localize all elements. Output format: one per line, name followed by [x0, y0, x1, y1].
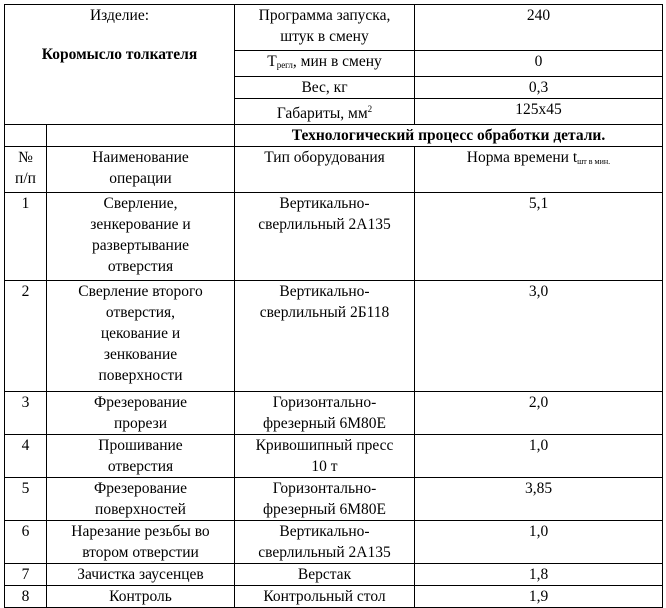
- equipment-type-line: Контрольный стол: [263, 588, 386, 605]
- equipment-type-line: Вертикально-: [279, 195, 370, 212]
- header-norm: [415, 147, 663, 193]
- product-cell: [5, 5, 235, 125]
- equipment-type-line: 10 т: [311, 458, 338, 475]
- operation-name-line: отверстия: [107, 458, 174, 475]
- operation-name-line: Контроль: [109, 588, 172, 605]
- param-value: 0,3: [415, 77, 663, 99]
- operation-name: [47, 478, 235, 521]
- operation-name-line: прорези: [113, 415, 168, 432]
- operation-name-line: зенкерование и: [90, 216, 191, 233]
- equipment-type: [235, 521, 415, 564]
- param-label: [235, 5, 415, 51]
- time-norm: 2,0: [415, 392, 663, 435]
- table-row: [5, 281, 663, 392]
- equipment-type-line: сверлильный 2А135: [258, 544, 391, 561]
- operations-body: [5, 193, 663, 608]
- time-norm: 1,9: [415, 586, 663, 608]
- equipment-type-line: Горизонтально-: [272, 480, 377, 497]
- time-norm: 1,8: [415, 564, 663, 586]
- equipment-type-line: сверлильный 2Б118: [259, 304, 390, 321]
- equipment-type-line: Горизонтально-: [272, 394, 377, 411]
- equipment-type-line: Кривошипный пресс: [255, 437, 394, 454]
- header-norm-subscript: шт в мин.: [577, 157, 611, 166]
- equipment-type: [235, 392, 415, 435]
- operation-name-line: зенкование: [103, 346, 178, 363]
- row-number: 5: [5, 478, 47, 521]
- equipment-type-line: Вертикально-: [279, 283, 370, 300]
- operation-name-line: развертывание: [91, 237, 190, 254]
- time-norm: 3,0: [415, 281, 663, 392]
- equipment-type: [235, 435, 415, 478]
- equipment-type-line: Верстак: [297, 566, 352, 583]
- param-label: [235, 99, 415, 125]
- row-number: 8: [5, 586, 47, 608]
- header-row: [5, 147, 663, 193]
- blank-cell: [5, 125, 47, 147]
- time-norm: 1,0: [415, 435, 663, 478]
- param-value: 0: [415, 51, 663, 77]
- row-number: 7: [5, 564, 47, 586]
- param-label-superscript: 2: [367, 104, 373, 114]
- row-number: 4: [5, 435, 47, 478]
- operation-name-line: Фрезерование: [93, 394, 188, 411]
- equipment-type: [235, 564, 415, 586]
- param-label-line: Программа запуска,: [258, 7, 391, 24]
- operation-name-line: цекование и: [100, 325, 181, 342]
- param-label: Вес, кг: [235, 77, 415, 99]
- equipment-type-line: Вертикально-: [279, 523, 370, 540]
- table-row: [5, 435, 663, 478]
- param-label-line: штук в смену: [280, 28, 369, 45]
- product-name: Коромысло толкателя: [41, 46, 198, 63]
- table-row: [5, 478, 663, 521]
- param-label-rest: , мин в смену: [292, 53, 382, 70]
- table-row: [5, 392, 663, 435]
- param-label-main: Габариты, мм: [276, 105, 368, 122]
- operation-name-line: поверхности: [98, 367, 183, 384]
- row-number: 1: [5, 193, 47, 281]
- operation-name-line: Фрезерование: [93, 480, 188, 497]
- process-table: [4, 4, 663, 608]
- equipment-type: [235, 586, 415, 608]
- header-operation-line: Наименование: [92, 149, 189, 166]
- operation-name-line: Сверление второго: [78, 283, 203, 300]
- time-norm: 1,0: [415, 521, 663, 564]
- operation-name-line: отверстия,: [105, 304, 176, 321]
- operation-name-line: Нарезание резьбы во: [71, 523, 210, 540]
- equipment-type-line: фрезерный 6М80Е: [263, 501, 386, 518]
- header-operation-line: операции: [109, 170, 172, 187]
- equipment-type: [235, 281, 415, 392]
- param-value: 240: [415, 5, 663, 51]
- time-norm: 5,1: [415, 193, 663, 281]
- table-row: [5, 586, 663, 608]
- param-label-main: Т: [267, 53, 277, 70]
- table-row: [5, 564, 663, 586]
- section-row: [5, 125, 663, 147]
- equipment-type-line: сверлильный 2А135: [258, 216, 391, 233]
- header-num-line: №: [18, 149, 33, 166]
- equipment-type-line: фрезерный 6М80Е: [263, 415, 386, 432]
- header-num: [5, 147, 47, 193]
- operation-name-line: Сверление,: [103, 195, 178, 212]
- equipment-type: [235, 478, 415, 521]
- operation-name: [47, 435, 235, 478]
- blank-cell: [47, 125, 235, 147]
- operation-name: [47, 586, 235, 608]
- operation-name: [47, 193, 235, 281]
- param-row: [5, 5, 663, 51]
- equipment-type: [235, 193, 415, 281]
- param-label-subscript: регл: [276, 60, 293, 70]
- table-row: [5, 193, 663, 281]
- row-number: 2: [5, 281, 47, 392]
- param-label: [235, 51, 415, 77]
- time-norm: 3,85: [415, 478, 663, 521]
- operation-name-line: втором отверстии: [82, 544, 199, 561]
- row-number: 3: [5, 392, 47, 435]
- operation-name: [47, 521, 235, 564]
- operation-name: [47, 564, 235, 586]
- header-equipment: Тип оборудования: [235, 147, 415, 193]
- operation-name: [47, 281, 235, 392]
- header-num-line: п/п: [15, 170, 36, 187]
- product-label: Изделие:: [89, 7, 150, 24]
- header-operation: [47, 147, 235, 193]
- operation-name-line: отверстия: [107, 258, 174, 275]
- section-title: Технологический процесс обработки детали.: [235, 125, 663, 147]
- table-row: [5, 521, 663, 564]
- operation-name-line: Зачистка заусенцев: [77, 566, 204, 583]
- header-norm-main: Норма времени t: [466, 149, 578, 166]
- operation-name: [47, 392, 235, 435]
- row-number: 6: [5, 521, 47, 564]
- operation-name-line: поверхностей: [95, 501, 186, 518]
- operation-name-line: Прошивание: [98, 437, 183, 454]
- param-value: 125х45: [415, 99, 663, 125]
